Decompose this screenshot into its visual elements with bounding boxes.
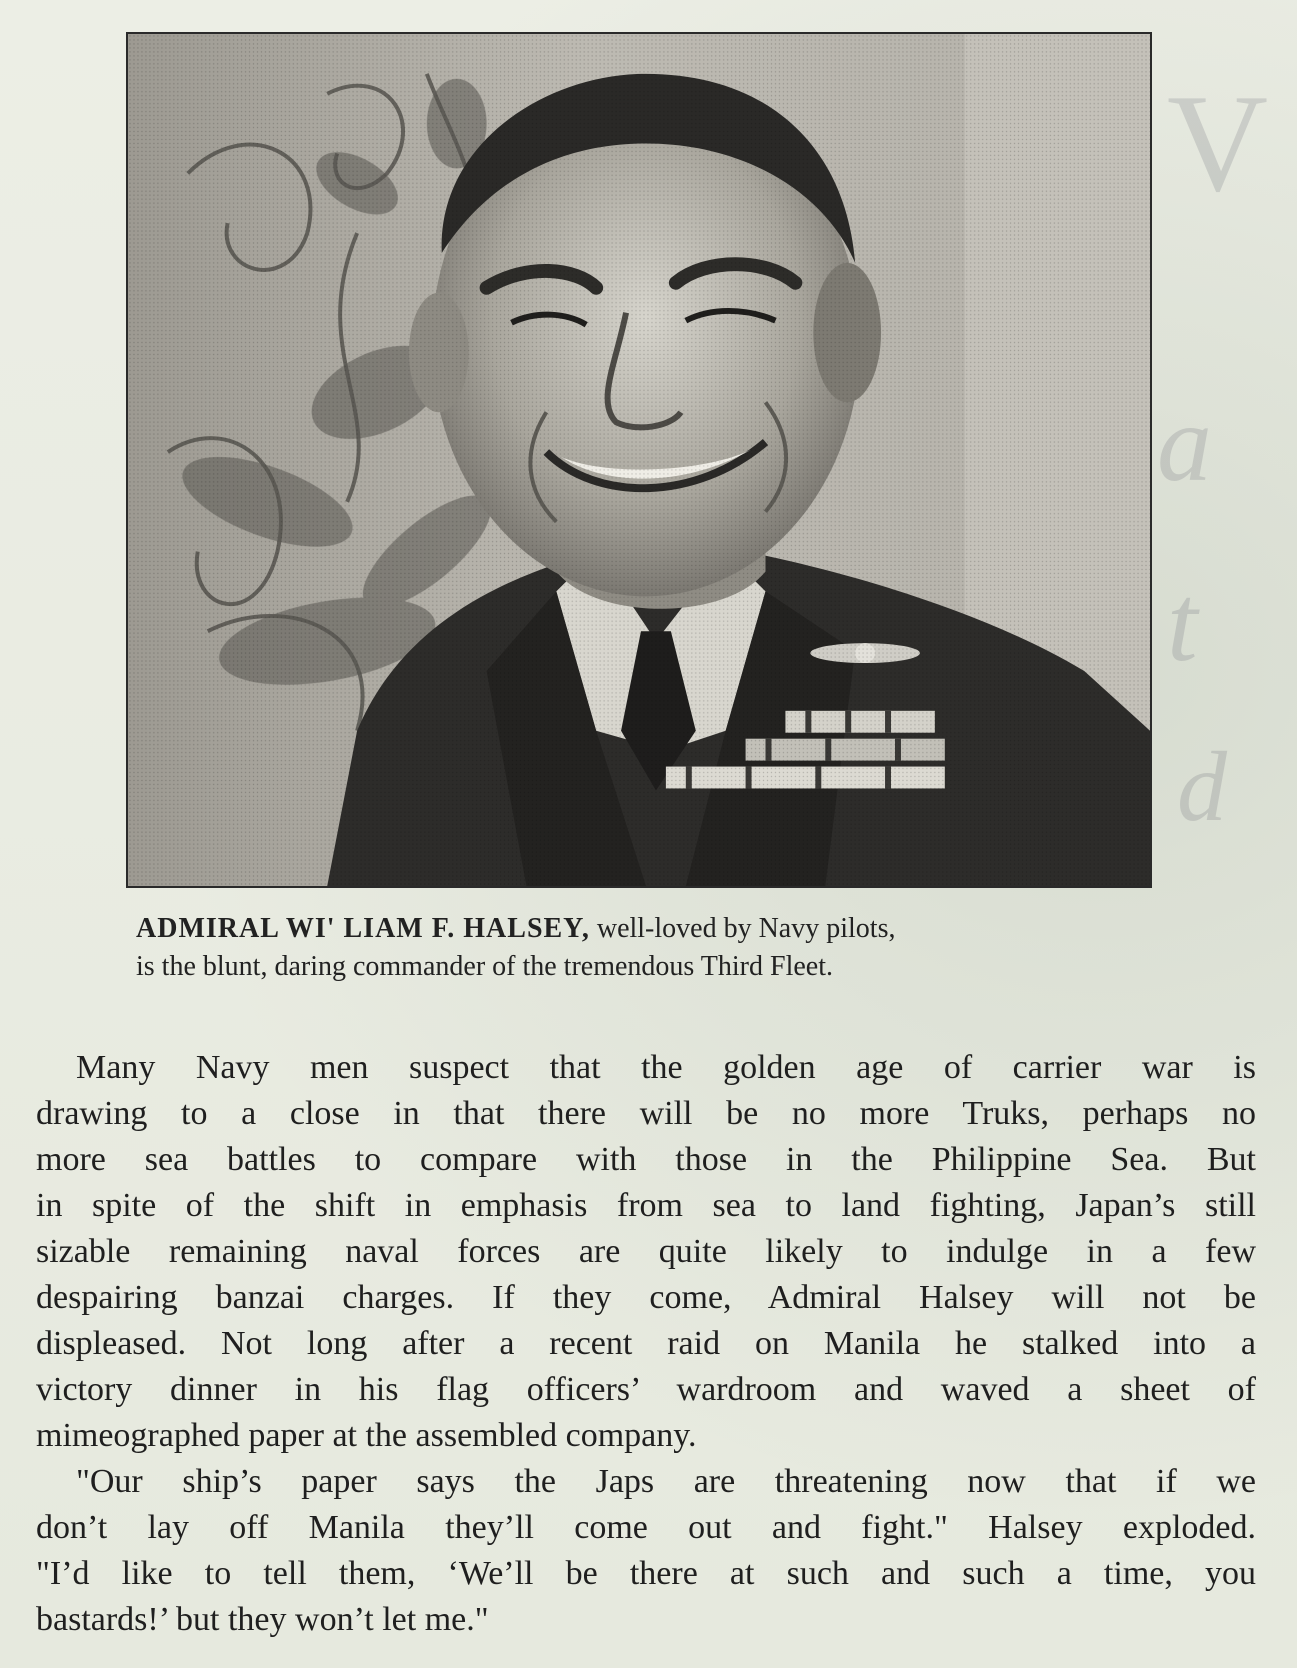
svg-text:V: V — [1167, 66, 1269, 221]
article-line: "I’d like to tell them, ‘We’ll be there at such and such a time, you — [36, 1555, 1256, 1592]
svg-text:d: d — [1177, 731, 1227, 842]
caption-line-1 — [136, 910, 1156, 948]
article-line: displeased. Not long after a recent raid on Manila he stalked into a — [36, 1325, 1256, 1362]
halsey-portrait-photo — [126, 32, 1152, 888]
svg-text:a: a — [1157, 382, 1212, 504]
article-line: mimeographed paper at the assembled company. — [36, 1417, 697, 1454]
photo-caption — [136, 910, 1156, 986]
article-line: "Our ship’s paper says the Japs are threatening now that if we — [76, 1463, 1256, 1500]
reverse-side-bleed-through — [1147, 60, 1297, 880]
article-line: more sea battles to compare with those in the Philippine Sea. But — [36, 1141, 1256, 1178]
article-line: don’t lay off Manila they’ll come out and fight." Halsey exploded. — [36, 1509, 1256, 1546]
caption-line-1-rest: well-loved by Navy pilots, — [589, 913, 896, 944]
article-line: in spite of the shift in emphasis from sea to land fighting, Japan’s still — [36, 1187, 1256, 1224]
portrait-illustration — [128, 34, 1150, 886]
svg-text:t: t — [1167, 562, 1198, 684]
caption-name: ADMIRAL WI' LIAM F. HALSEY, — [136, 913, 590, 944]
article-body — [36, 1045, 1256, 1643]
article-line: drawing to a close in that there will be no more Truks, perhaps no — [36, 1095, 1256, 1132]
article-line: sizable remaining naval forces are quite likely to indulge in a few — [36, 1233, 1256, 1270]
article-line: despairing banzai charges. If they come, Admiral Halsey will not be — [36, 1279, 1256, 1316]
article-line: victory dinner in his flag officers’ wardroom and waved a sheet of — [36, 1371, 1256, 1408]
caption-line-2: is the blunt, daring commander of the tremendous Third Fleet. — [136, 951, 833, 982]
article-line: bastards!’ but they won’t let me." — [36, 1601, 489, 1638]
article-line: Many Navy men suspect that the golden age of carrier war is — [76, 1049, 1256, 1086]
